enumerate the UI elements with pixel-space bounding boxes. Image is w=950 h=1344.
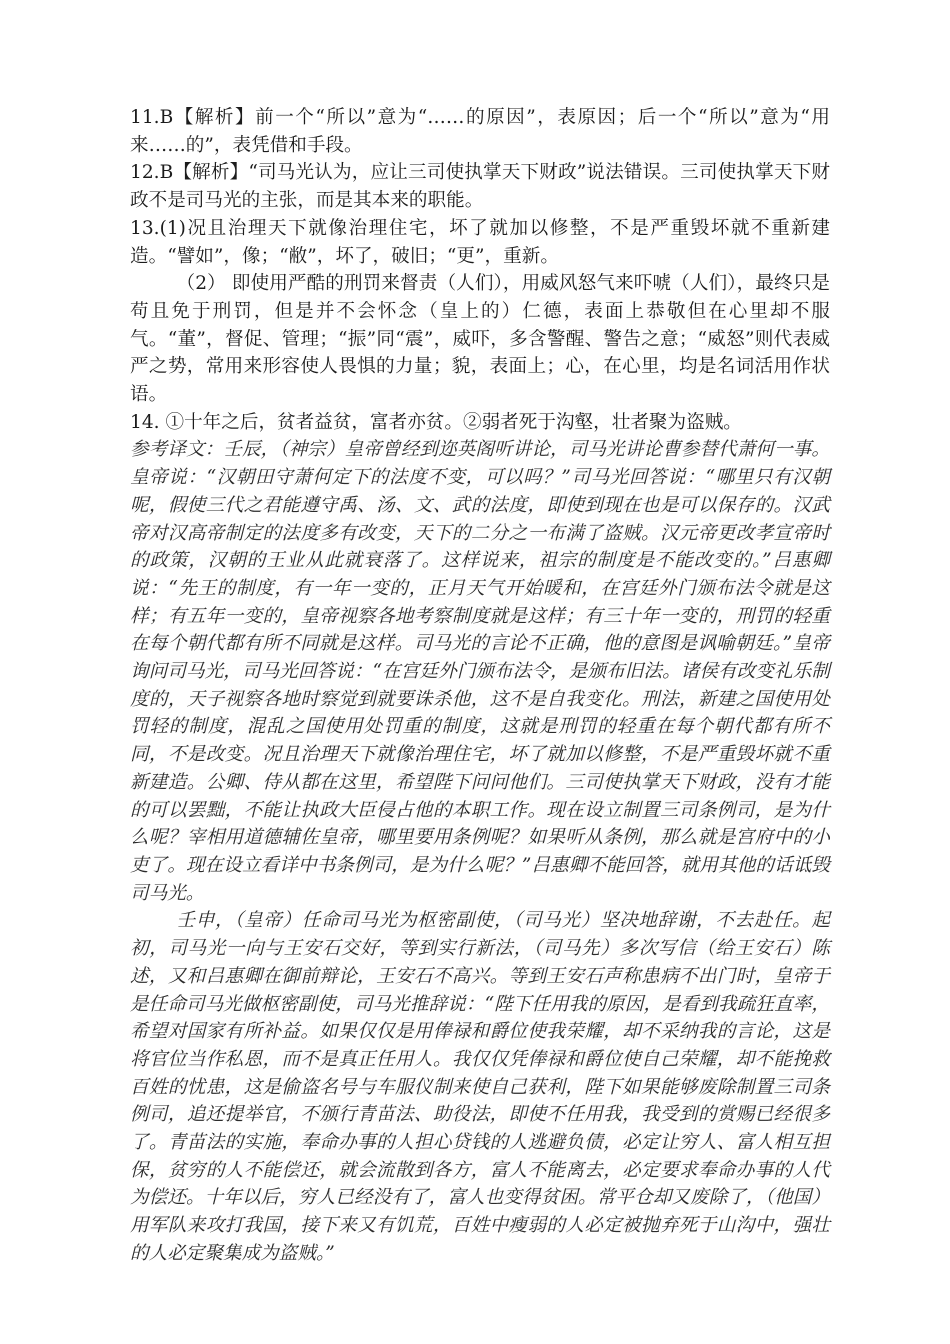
answer-item-13-part2: （2） 即使用严酷的刑罚来督责（人们），用威风怒气来吓唬（人们），最终只是苟且免于刑罚，但是并不会怀念（皇上的）仁德，表面上恭敬但在心里却不服气。“董”，督促、管理；“振”同“震”，威吓，多含警醒、警告之意；“威怒”则代表威严之势，常用来形容使人畏惧的力量；貌，表面上；心，在心里，均是名词活用作状语。 xyxy=(130,273,830,406)
answer-item-13-part1: 13.(1)况且治理天下就像治理住宅，坏了就加以修整，不是严重毁坏就不重新建造。“譬如”，像；“敝”，坏了，破旧；“更”，重新。 xyxy=(130,217,830,267)
answer-item-11: 11.B【解析】前一个“所以”意为“……的原因”，表原因；后一个“所以”意为“用来……的”，表凭借和手段。 xyxy=(130,107,830,156)
translation-paragraph-2: 壬申，（皇帝）任命司马光为枢密副使，（司马光）坚决地辞谢，不去赴任。起初，司马光一向与王安石交好，等到实行新法，（司马先）多次写信（给王安石）陈述，又和吕惠卿在御前辩论，王安石不高兴。等到王安石声称患病不出门时，皇帝于是任命司马光做枢密副使，司马光推辞说：“陛下任用我的原因，是看到我疏狂直率，希望对国家有所补益。如果仅仅是用俸禄和爵位使我荣耀，却不采纳我的言论，这是将官位当作私恩，而不是真正任用人。我仅仅凭俸禄和爵位使自己荣耀，却不能挽救百姓的忧患，这是偷盗名号与车服仪制来使自己获利，陛下如果能够废除制置三司条例司，追还提举官，不颁行青苗法、助役法，即使不任用我，我受到的赏赐已经很多了。青苗法的实施，奉命办事的人担心贷钱的人逃避负债，必定让穷人、富人相互担保，贫穷的人不能偿还，就会流散到各方，富人不能离去，必定要求奉命办事的人代为偿还。十年以后，穷人已经没有了，富人也变得贫困。常平仓却又废除了，（他国）用军队来攻打我国，接下来又有饥荒，百姓中瘦弱的人必定被抛弃死于山沟中，强壮的人必定聚集成为盗贼。” xyxy=(130,910,830,1264)
answer-item-12: 12.B【解析】“司马光认为，应让三司使执掌天下财政”说法错误。三司使执掌天下财政不是司马光的主张，而是其本来的职能。 xyxy=(130,162,830,212)
answer-item-14: 14. ①十年之后，贫者益贫，富者亦贫。②弱者死于沟壑，壮者聚为盗贼。 xyxy=(130,411,742,433)
reference-translation-section xyxy=(130,436,830,1267)
translation-paragraph-1: 参考译文：壬辰，（神宗）皇帝曾经到迩英阁听讲论，司马光讲论曹参替代萧何一事。皇帝说：“汉朝田守萧何定下的法度不变，可以吗？”司马光回答说：“哪里只有汉朝呢，假使三代之君能遵守禹、汤、文、武的法度，即使到现在也是可以保存的。汉武帝对汉高帝制定的法度多有改变，天下的二分之一布满了盗贼。汉元帝更改孝宣帝时的政策，汉朝的王业从此就衰落了。这样说来，祖宗的制度是不能改变的。”吕惠卿说：“先王的制度，有一年一变的，正月天气开始暖和，在宫廷外门颁布法令就是这样；有五年一变的，皇帝视察各地考察制度就是这样；有三十年一变的，刑罚的轻重在每个朝代都有所不同就是这样。司马光的言论不正确，他的意图是讽喻朝廷。”皇帝询问司马光，司马光回答说：“在宫廷外门颁布法令，是颁布旧法。诸侯有改变礼乐制度的，天子视察各地时察觉到就要诛杀他，这不是自我变化。刑法，新建之国使用处罚轻的制度，混乱之国使用处罚重的制度，这就是刑罚的轻重在每个朝代都有所不同，不是改变。况且治理天下就像治理住宅，坏了就加以修整，不是严重毁坏就不重新建造。公卿、侍从都在这里，希望陛下问问他们。三司使执掌天下财政，没有才能的可以罢黜，不能让执政大臣侵占他的本职工作。现在设立制置三司条例司，是为什么呢？宰相用道德辅佐皇帝，哪里要用条例呢？如果听从条例，那么就是宫府中的小吏了。现在设立看详中书条例司，是为什么呢？”吕惠卿不能回答，就用其他的话诋毁司马光。 xyxy=(130,439,830,904)
answer-key-section xyxy=(130,104,830,436)
document-content xyxy=(130,104,830,1268)
